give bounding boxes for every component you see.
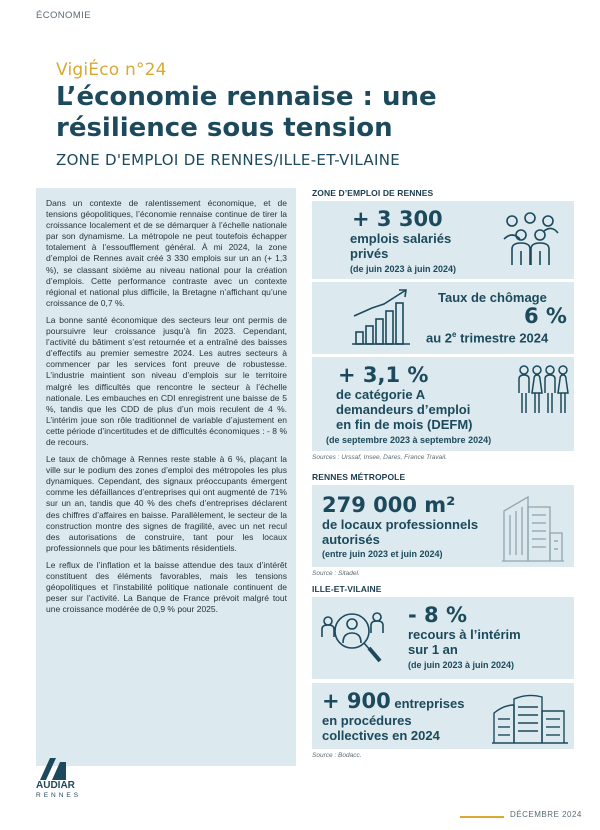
audiar-logo-text: AUDIAR xyxy=(36,780,75,791)
ille-vilaine-source: Source : Bodacc. xyxy=(312,752,362,759)
defm-card xyxy=(312,357,574,451)
body-paragraph: Dans un contexte de ralentissement économique, et de tensions géopolitiques, l’économie rennaise continue de tirer la croissance localement et de se démarquer à l’échelle nationale par son dynamisme. La métropole ne peut toutefois échapper totalement à l’essoufflement général. À mi 2024, la zone d’emploi de Rennes avait créé 3 330 emplois sur un an (+ 1,3 %), se classant sixième au niveau national pour la création d’emplois. Cette performance contraste avec un contexte régional et national plus difficile, la Bretagne n’affichant qu’une croissance de 0,7 %. xyxy=(46,198,287,308)
interim-card xyxy=(312,597,574,679)
section-tag: ÉCONOMIE xyxy=(36,10,91,21)
locaux-card xyxy=(312,485,574,567)
audiar-logo-mark xyxy=(38,756,72,780)
interim-value: - 8 % xyxy=(408,603,467,627)
entreprises-label: entreprises xyxy=(390,696,465,711)
audiar-logo-subtext: RENNES xyxy=(36,792,82,799)
defm-label: en fin de mois (DEFM) xyxy=(336,417,473,432)
footer-rule xyxy=(460,816,504,818)
publication-date: DÉCEMBRE 2024 xyxy=(510,810,582,819)
publication-kicker: VigiÉco n°24 xyxy=(56,60,167,80)
defm-label: demandeurs d’emploi xyxy=(336,402,471,417)
locaux-label: de locaux professionnels xyxy=(322,517,479,532)
chomage-value: 6 % xyxy=(524,304,567,328)
zone-emploi-header: ZONE D’EMPLOI DE RENNES xyxy=(312,188,434,198)
locaux-label: autorisés xyxy=(322,532,380,547)
zone-emploi-source: Sources : Urssaf, Insee, Dares, France Travail. xyxy=(312,454,447,461)
buildings-icon xyxy=(500,493,566,563)
magnifier-people-icon xyxy=(320,603,386,669)
entreprises-label: en procédures xyxy=(322,713,412,728)
defm-period: (de septembre 2023 à septembre 2024) xyxy=(326,435,492,445)
body-text-panel xyxy=(36,188,296,766)
entreprises-label: collectives en 2024 xyxy=(322,728,440,743)
chomage-period: au 2e trimestre 2024 xyxy=(426,330,549,346)
rennes-metropole-source: Source : Sitadel. xyxy=(312,570,360,577)
chomage-card xyxy=(312,282,574,354)
interim-label: recours à l’intérim xyxy=(408,627,521,642)
rennes-metropole-header: RENNES MÉTROPOLE xyxy=(312,472,406,482)
page-subtitle: ZONE D'EMPLOI DE RENNES/ILLE-ET-VILAINE xyxy=(56,151,400,169)
entreprises-value: + 900 xyxy=(322,689,391,713)
entreprises-card xyxy=(312,683,574,749)
chomage-label: Taux de chômage xyxy=(438,290,547,305)
emplois-label: privés xyxy=(350,246,389,261)
body-paragraph: Le reflux de l’inflation et la baisse attendue des taux d’intérêt constituent des éléments favorables, mais les tensions géopolitiques et l’instabilité politique nationale continuent de peser sur l’activité. La Banque de France prévoit malgré tout une croissance modérée de 0,9 % pour 2025. xyxy=(46,559,287,615)
emplois-label: emplois salariés xyxy=(350,231,452,246)
emplois-period: (de juin 2023 à juin 2024) xyxy=(350,264,457,274)
bar-chart-growth-icon xyxy=(350,286,412,348)
interim-label: sur 1 an xyxy=(408,642,458,657)
people-group-icon xyxy=(498,209,564,267)
locaux-period: (entre juin 2023 et juin 2024) xyxy=(322,549,443,559)
office-buildings-icon xyxy=(492,691,568,745)
locaux-value: 279 000 m² xyxy=(322,493,456,517)
people-row-icon xyxy=(516,363,570,417)
body-paragraph: La bonne santé économique des secteurs leur ont permis de poursuivre leur croissance jusqu’à fin 2023. Cependant, l’activité du bâtiment s’est retournée et a entraîné des baisses d’effectifs au premier semestre 2024. Les autres secteurs à commencer par les services font preuve de robustesse. L’industrie maintient son niveau d’emplois sur le territoire malgré les difficultés que rencontre le secteur à l’échelle nationale. Les embauches en CDI enregistrent une baisse de 5 %, tandis que les CDD de plus d’un mois reculent de 4 %. L’intérim joue son rôle traditionnel de variable d’ajustement en cette période d’incertitudes et de difficultés économiques : - 8 % de recours. xyxy=(46,314,287,447)
emplois-value: + 3 300 xyxy=(352,207,443,231)
entreprises-headline xyxy=(322,689,464,713)
page-title: L’économie rennaise : une résilience sous tension xyxy=(56,82,437,143)
defm-value: + 3,1 % xyxy=(338,363,429,387)
body-paragraph: Le taux de chômage à Rennes reste stable à 6 %, plaçant la ville sur le podium des zones d’emploi des métropoles les plus dynamiques. Cependant, des signaux préoccupants émergent comme les défaillances d’entreprises qui ont augmenté de 71% sur un an, tandis que 40 % des chefs d’entreprises déclarent des chiffres d’affaires en baisse. Parallèlement, le secteur de la construction montre des signes de fragilité, avec un net recul des autorisations de construire, tant pour les locaux professionnels que pour les bâtiments résidentiels. xyxy=(46,454,287,553)
emplois-card xyxy=(312,201,574,279)
ille-vilaine-header: ILLE-ET-VILAINE xyxy=(312,584,382,594)
defm-label: de catégorie A xyxy=(336,387,426,402)
interim-period: (de juin 2023 à juin 2024) xyxy=(408,660,515,670)
